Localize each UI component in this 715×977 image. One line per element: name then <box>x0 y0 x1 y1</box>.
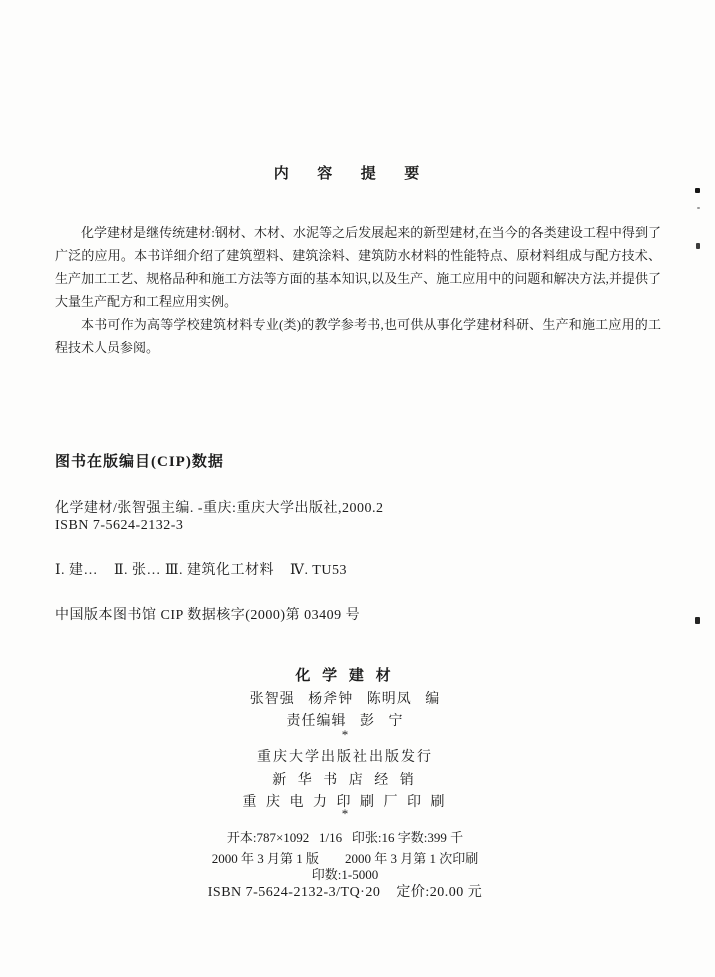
cip-isbn: ISBN 7-5624-2132-3 <box>55 518 184 533</box>
separator-asterisk: * <box>341 727 349 742</box>
scan-speck <box>695 188 700 193</box>
summary-paragraph-2: 本书可作为高等学校建筑材料专业(类)的教学参考书,也可供从事化学建材科研、生产和施工应用的工程技术人员参阅。 <box>55 317 661 355</box>
summary-body <box>55 221 661 359</box>
colophon-book-title: 化 学 建 材 <box>295 668 395 684</box>
colophon-publisher: 重庆大学出版社出版发行 <box>257 750 433 765</box>
scan-speck <box>696 243 700 249</box>
scan-speck <box>695 617 700 624</box>
colophon-format-line: 开本:787×1092 1/16 印张:16 字数:399 千 <box>226 830 464 845</box>
colophon-editors: 张智强 杨斧钟 陈明凤 编 <box>249 692 441 707</box>
cip-heading: 图书在版编目(CIP)数据 <box>55 454 224 470</box>
scan-speck <box>697 207 700 209</box>
summary-paragraph-1: 化学建材是继传统建材:钢材、木材、水泥等之后发展起来的新型建材,在当今的各类建设工程中得到了广泛的应用。本书详细介绍了建筑塑料、建筑涂料、建筑防水材料的性能特点、原材料组成与配方技术、生产加工工艺、规格品种和施工方法等方面的基本知识,以及生产、施工应用中的问题和解决方法,并提供了大量生产配方和工程应用实例。 <box>55 225 661 309</box>
colophon-distributor: 新 华 书 店 经 销 <box>272 773 418 788</box>
colophon-responsible-editor: 责任编辑 彭 宁 <box>286 714 404 729</box>
colophon-edition-line: 2000 年 3 月第 1 版 2000 年 3 月第 1 次印刷 <box>211 851 479 866</box>
cip-record-number: 中国版本图书馆 CIP 数据核字(2000)第 03409 号 <box>55 608 361 623</box>
colophon-printer: 重 庆 电 力 印 刷 厂 印 刷 <box>242 795 448 810</box>
colophon-print-run: 印数:1-5000 <box>311 867 379 882</box>
cip-title-statement: 化学建材/张智强主编. -重庆:重庆大学出版社,2000.2 <box>55 501 384 516</box>
colophon-isbn-price: ISBN 7-5624-2132-3/TQ·20 定价:20.00 元 <box>207 885 483 900</box>
cip-classification: Ⅰ. 建… Ⅱ. 张… Ⅲ. 建筑化工材料 Ⅳ. TU53 <box>55 563 347 578</box>
summary-heading: 内 容 提 要 <box>273 166 427 182</box>
separator-asterisk: * <box>341 806 349 821</box>
